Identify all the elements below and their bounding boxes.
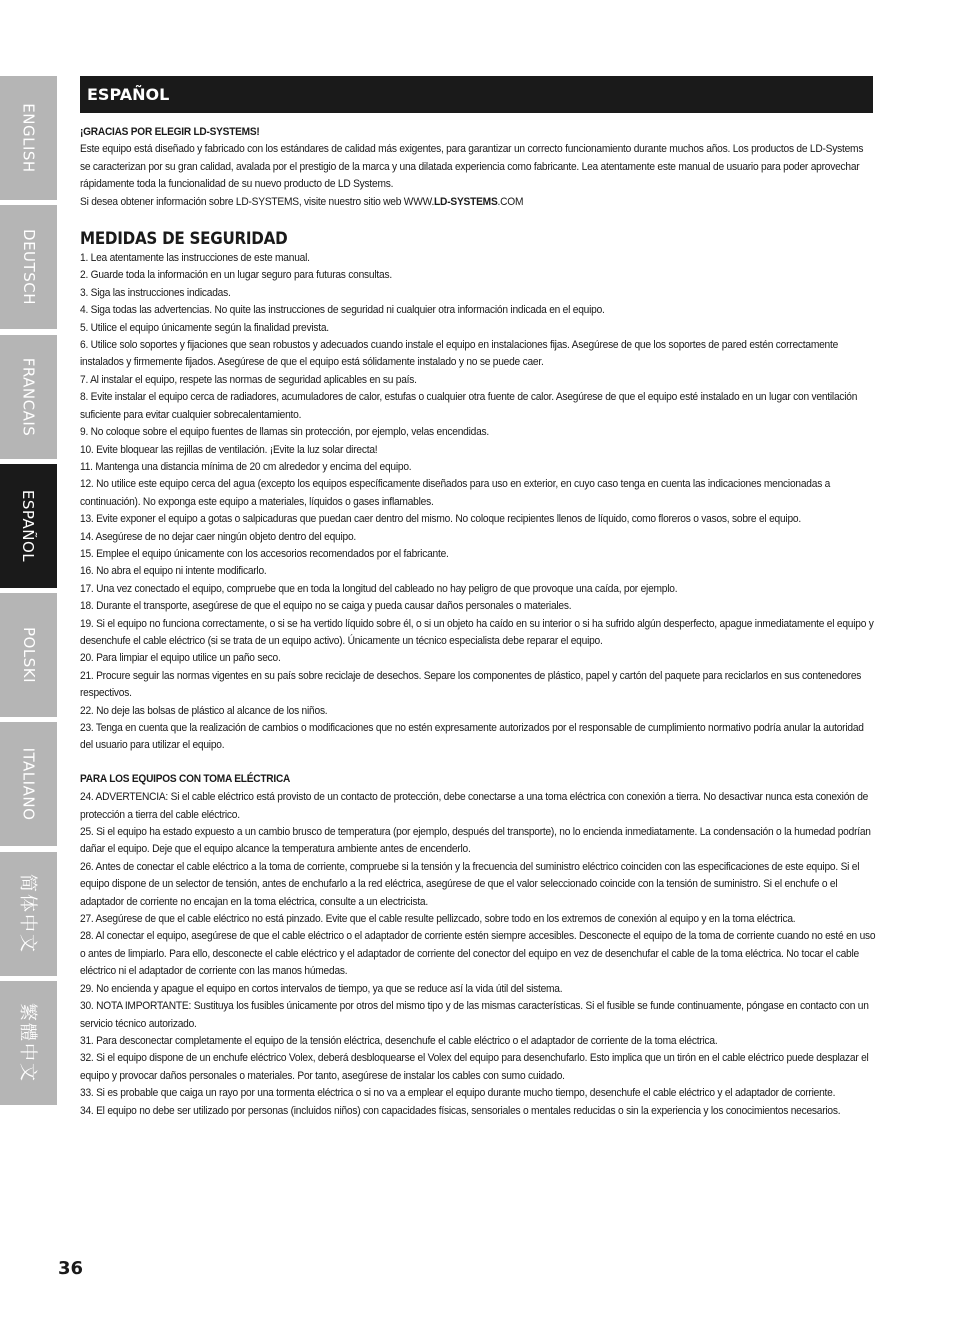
tab-label: 繁體中文 xyxy=(16,1003,38,1083)
list-item: 20. Para limpiar el equipo utilice un paño seco. xyxy=(80,652,281,665)
list-item: 33. Si es probable que caiga un rayo por una tormenta eléctrica o si no va a emplear el equipo durante mucho tiempo, desenchufe el cable eléctrico y el adaptador de corriente. xyxy=(80,1087,836,1100)
tab-deutsch[interactable] xyxy=(0,205,57,329)
intro-text: Este equipo está diseñado y fabricado con los estándares de calidad más exigentes, para garantizar un correcto funcionamiento durante muchos años. Los productos de LD-Systems se caracterizan por su gran calidad, avalada por el prestigio de la marca y una dilatada experiencia como fabricante. Lea atentamente este manual de usuario para poder aprovechar rápidamente toda la funcionalidad de su nuevo producto de LD Systems. xyxy=(80,143,864,191)
list-item: 25. Si el equipo ha estado expuesto a un cambio brusco de temperatura (por ejemplo, después del transporte), no lo encienda inmediatamente. La condensación o la humedad podrían dañar el equipo. Deje que el equipo alcance la temperatura ambiente antes de encenderlo. xyxy=(80,826,871,856)
list-item: 19. Si el equipo no funciona correctamente, o si se ha vertido líquido sobre él, o si un objeto ha caído en su interior o si ha sufrido algún desperfecto, apague inmediatamente el equipo y desenchufe el cable eléctrico (si se trata de un equipo activo). Únicamente un técnico especialista debe reparar el equipo. xyxy=(80,617,874,647)
list-item: 6. Utilice solo soportes y fijaciones que sean robustos y adecuados cuando instale el equipo en instalaciones fijas. Asegúrese de que los soportes de pared estén correctamente instalados y firmemente fijados. Asegúrese de que el equipo está sólidamente instalado y no se puede caer. xyxy=(80,339,839,369)
list-item: 28. Al conectar el equipo, asegúrese de que el cable eléctrico o el adaptador de corriente estén siempre accesibles. Desconecte el equipo de la toma de corriente cuando no esté en uso o antes de limpiarlo. Para ello, desconecte el cable eléctrico y el adaptador de corriente del conector del equipo en vez de desenchufar el cable de la toma eléctrica. No tocar el cable eléctrico ni el adaptador de corriente con las manos húmedas. xyxy=(80,930,876,978)
intro-section xyxy=(80,124,876,211)
tab-label: ITALIANO xyxy=(19,747,38,821)
tab-label: POLSKI xyxy=(19,627,38,683)
tab-label: ESPAÑOL xyxy=(19,489,38,563)
list-item: 22. No deje las bolsas de plástico al alcance de los niños. xyxy=(80,704,328,717)
main-content xyxy=(80,124,876,1120)
tab-label: 简体中文 xyxy=(16,874,38,954)
list-item: 17. Una vez conectado el equipo, compruebe que en toda la longitud del cableado no hay peligro de que provoque una caída, por ejemplo. xyxy=(80,582,678,595)
list-item: 10. Evite bloquear las rejillas de ventilación. ¡Evite la luz solar directa! xyxy=(80,443,378,456)
safety-list xyxy=(80,250,876,755)
power-list xyxy=(80,789,876,1120)
list-item: 7. Al instalar el equipo, respete las normas de seguridad aplicables en su país. xyxy=(80,373,417,386)
tab-label: FRANCAIS xyxy=(19,357,38,437)
tab-polski[interactable] xyxy=(0,593,57,717)
list-item: 1. Lea atentamente las instrucciones de este manual. xyxy=(80,252,310,265)
tab-english[interactable] xyxy=(0,76,57,200)
section-title: ESPAÑOL xyxy=(87,85,170,104)
list-item: 5. Utilice el equipo únicamente según la finalidad prevista. xyxy=(80,321,329,334)
list-item: 26. Antes de conectar el cable eléctrico a la toma de corriente, compruebe si la tensión y la frecuencia del suministro eléctrico coinciden con las especificaciones de este equipo. Si el equipo dispone de un selector de tensión, antes de enchufarlo a la red eléctrica, asegúrese de que el valor seleccionado coincide con la tensión de suministro. Si el enchufe o el adaptador de corriente no encajan en la toma eléctrica, consulte a un electricista. xyxy=(80,860,860,908)
tab-espanol[interactable] xyxy=(0,464,57,588)
list-item: 27. Asegúrese de que el cable eléctrico no está pinzado. Evite que el cable resulte pellizcado, sobre todo en los extremos de conexión al equipo y en la toma eléctrica. xyxy=(80,913,796,926)
list-item: 29. No encienda y apague el equipo en cortos intervalos de tiempo, ya que se reduce así la vida útil del sistema. xyxy=(80,982,563,995)
list-item: 2. Guarde toda la información en un lugar seguro para futuras consultas. xyxy=(80,269,392,282)
list-item: 12. No utilice este equipo cerca del agua (excepto los equipos específicamente diseñados para uso en exterior, en cuyo caso tenga en cuenta las indicaciones mencionadas a continuación). No exponga este equipo a materiales, líquidos o gases inflamables. xyxy=(80,478,831,508)
list-item: 15. Emplee el equipo únicamente con los accesorios recomendados por el fabricante. xyxy=(80,547,449,560)
section-header xyxy=(80,76,873,113)
web-brand: LD-SYSTEMS xyxy=(434,195,498,208)
power-title: PARA LOS EQUIPOS CON TOMA ELÉCTRICA xyxy=(80,772,291,785)
list-item: 34. El equipo no debe ser utilizado por personas (incluidos niños) con capacidades físicas, sensoriales o mentales reducidas o sin la experiencia y los conocimientos necesarios. xyxy=(80,1104,841,1117)
tab-label: ENGLISH xyxy=(19,103,38,173)
list-item: 13. Evite exponer el equipo a gotas o salpicaduras que puedan caer dentro del mismo. No coloque recipientes llenos de líquido, como floreros o vasos, sobre el equipo. xyxy=(80,513,801,526)
list-item: 14. Asegúrese de no dejar caer ningún objeto dentro del equipo. xyxy=(80,530,357,543)
tab-simplified-chinese[interactable] xyxy=(0,852,57,976)
list-item: 21. Procure seguir las normas vigentes en su país sobre reciclaje de desechos. Separe los componentes de plástico, papel y cartón del paquete para reciclarlos en sus contenedores respectivos. xyxy=(80,669,862,700)
list-item: 11. Mantenga una distancia mínima de 20 cm alrededor y encima del equipo. xyxy=(80,460,412,473)
list-item: 18. Durante el transporte, asegúrese de que el equipo no se caiga y pueda causar daños personales o materiales. xyxy=(80,600,572,613)
web-suffix: .COM xyxy=(497,195,524,208)
list-item: 30. NOTA IMPORTANTE: Sustituya los fusibles únicamente por otros del mismo tipo y de las mismas características. Si el fusible se funde continuamente, póngase en contacto con un servicio técnico autorizado. xyxy=(80,1000,869,1030)
tab-label: DEUTSCH xyxy=(19,229,38,305)
intro-heading: ¡GRACIAS POR ELEGIR LD-SYSTEMS! xyxy=(80,126,260,138)
list-item: 32. Si el equipo dispone de un enchufe eléctrico Volex, deberá desbloquearse el Volex del equipo para desenchufarlo. Esto implica que un tirón en el cable eléctrico puede desplazar el equipo y provocar daños personales o materiales. Por tanto, asegúrese de instalar los cables con sumo cuidado. xyxy=(80,1052,869,1082)
list-item: 23. Tenga en cuenta que la realización de cambios o modificaciones que no estén expresamente autorizados por el responsable de cumplimiento normativo podría anular la autoridad del usuario para utilizar el equipo. xyxy=(80,722,864,752)
list-item: 16. No abra el equipo ni intente modificarlo. xyxy=(80,565,267,578)
list-item: 8. Evite instalar el equipo cerca de radiadores, acumuladores de calor, estufas o cualquier otra fuente de calor. Asegúrese de que el equipo esté instalado en un lugar con ventilación suficiente para evitar cualquier sobrecalentamiento. xyxy=(80,391,858,421)
list-item: 24. ADVERTENCIA: Si el cable eléctrico está provisto de un contacto de protección, debe conectarse a una toma eléctrica con conexión a tierra. No desactivar nunca esta conexión de protección a tierra del cable eléctrico. xyxy=(80,791,869,821)
tab-italiano[interactable] xyxy=(0,722,57,846)
list-item: 3. Siga las instrucciones indicadas. xyxy=(80,286,231,299)
safety-title: MEDIDAS DE SEGURIDAD xyxy=(80,229,288,249)
intro-web-line xyxy=(80,194,876,211)
list-item: 9. No coloque sobre el equipo fuentes de llamas sin protección, por ejemplo, velas encendidas. xyxy=(80,426,490,439)
page-number: 36 xyxy=(58,1258,84,1279)
list-item: 31. Para desconectar completamente el equipo de la tensión eléctrica, desenchufe el cable eléctrico o el adaptador de corriente de la toma eléctrica. xyxy=(80,1034,718,1047)
web-prefix: Si desea obtener información sobre LD-SYSTEMS, visite nuestro sitio web WWW. xyxy=(80,195,435,208)
list-item: 4. Siga todas las advertencias. No quite las instrucciones de seguridad ni cualquier otra información indicada en el equipo. xyxy=(80,304,605,317)
tab-francais[interactable] xyxy=(0,335,57,459)
tab-traditional-chinese[interactable] xyxy=(0,981,57,1105)
